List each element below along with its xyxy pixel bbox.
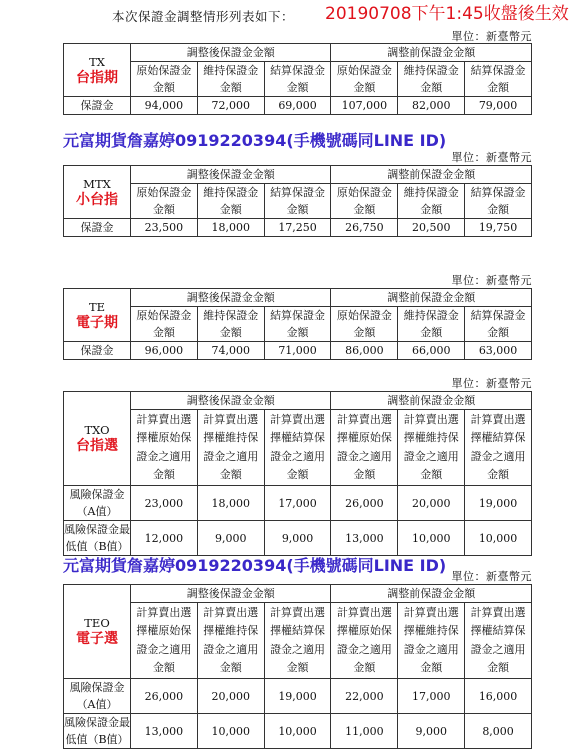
col-header: 結算保證金金額 <box>465 307 532 342</box>
product-name: 台指選 <box>76 438 118 454</box>
product-cell <box>64 585 131 679</box>
row-label-b: 風險保證金最低值（B值） <box>64 521 131 556</box>
col-header: 維持保證金金額 <box>398 184 465 219</box>
value-cell: 71,000 <box>264 342 331 360</box>
unit-label: 單位：新臺幣元 <box>451 151 532 164</box>
col-header: 計算賣出選擇權原始保證金之適用金額 <box>331 603 398 679</box>
product-name: 電子選 <box>76 631 118 647</box>
margin-table-teo <box>63 584 532 749</box>
value-cell: 20,000 <box>197 679 264 714</box>
value-cell: 69,000 <box>264 97 331 115</box>
product-code: TEO <box>84 616 110 630</box>
col-header: 計算賣出選擇權結算保證金之適用金額 <box>465 603 532 679</box>
value-cell: 8,000 <box>465 714 532 749</box>
row-label: 保證金 <box>64 97 131 115</box>
col-header: 計算賣出選擇權結算保證金之適用金額 <box>264 603 331 679</box>
product-cell <box>64 166 131 219</box>
group-header-before: 調整前保證金金額 <box>331 585 532 603</box>
value-cell: 17,250 <box>264 219 331 237</box>
group-header-before: 調整前保證金金額 <box>331 392 532 410</box>
col-header: 計算賣出選擇權維持保證金之適用金額 <box>197 410 264 486</box>
value-cell: 23,000 <box>131 486 198 521</box>
row-label: 保證金 <box>64 219 131 237</box>
group-header-before: 調整前保證金金額 <box>331 289 532 307</box>
row-label-a: 風險保證金（A值） <box>64 679 131 714</box>
value-cell: 13,000 <box>331 521 398 556</box>
product-name: 小台指 <box>76 191 118 208</box>
value-cell: 26,000 <box>331 486 398 521</box>
col-header: 計算賣出選擇權結算保證金之適用金額 <box>264 410 331 486</box>
value-cell: 18,000 <box>197 486 264 521</box>
value-cell: 107,000 <box>331 97 398 115</box>
group-header-before: 調整前保證金金額 <box>331 44 532 62</box>
group-header-after: 調整後保證金金額 <box>131 44 331 62</box>
value-cell: 9,000 <box>264 521 331 556</box>
product-code: TX <box>89 54 105 69</box>
col-header: 原始保證金金額 <box>331 307 398 342</box>
value-cell: 20,000 <box>398 486 465 521</box>
value-cell: 9,000 <box>197 521 264 556</box>
product-name: 電子期 <box>76 314 118 331</box>
value-cell: 16,000 <box>465 679 532 714</box>
row-label-b: 風險保證金最低值（B值） <box>64 714 131 749</box>
col-header: 計算賣出選擇權維持保證金之適用金額 <box>398 410 465 486</box>
value-cell: 10,000 <box>197 714 264 749</box>
row-label: 保證金 <box>64 342 131 360</box>
value-cell: 22,000 <box>331 679 398 714</box>
value-cell: 26,750 <box>331 219 398 237</box>
value-cell: 10,000 <box>264 714 331 749</box>
value-cell: 74,000 <box>197 342 264 360</box>
value-cell: 94,000 <box>131 97 198 115</box>
product-code: MTX <box>83 176 111 191</box>
value-cell: 19,000 <box>264 679 331 714</box>
group-header-before: 調整前保證金金額 <box>331 166 532 184</box>
value-cell: 63,000 <box>465 342 532 360</box>
row-label-a: 風險保證金（A值） <box>64 486 131 521</box>
col-header: 結算保證金金額 <box>264 307 331 342</box>
product-name: 台指期 <box>76 69 118 86</box>
col-header: 計算賣出選擇權原始保證金之適用金額 <box>331 410 398 486</box>
col-header: 維持保證金金額 <box>197 184 264 219</box>
value-cell: 82,000 <box>398 97 465 115</box>
col-header: 原始保證金金額 <box>131 307 198 342</box>
value-cell: 96,000 <box>131 342 198 360</box>
product-cell <box>64 289 131 342</box>
contact-info: 元富期貨詹嘉婷0919220394(手機號碼同LINE ID) <box>63 556 447 575</box>
intro-text: 本次保證金調整情形列表如下： <box>112 9 295 24</box>
value-cell: 17,000 <box>398 679 465 714</box>
col-header: 原始保證金金額 <box>131 184 198 219</box>
margin-table-tx <box>63 43 532 115</box>
value-cell: 10,000 <box>398 521 465 556</box>
contact-info: 元富期貨詹嘉婷0919220394(手機號碼同LINE ID) <box>63 131 447 150</box>
col-header: 結算保證金金額 <box>465 62 532 97</box>
col-header: 計算賣出選擇權結算保證金之適用金額 <box>465 410 532 486</box>
col-header: 結算保證金金額 <box>465 184 532 219</box>
unit-label: 單位：新臺幣元 <box>451 274 532 287</box>
col-header: 原始保證金金額 <box>331 62 398 97</box>
group-header-after: 調整後保證金金額 <box>131 166 331 184</box>
value-cell: 79,000 <box>465 97 532 115</box>
value-cell: 18,000 <box>197 219 264 237</box>
value-cell: 20,500 <box>398 219 465 237</box>
col-header: 計算賣出選擇權維持保證金之適用金額 <box>197 603 264 679</box>
value-cell: 12,000 <box>131 521 198 556</box>
value-cell: 11,000 <box>331 714 398 749</box>
group-header-after: 調整後保證金金額 <box>131 289 331 307</box>
col-header: 維持保證金金額 <box>398 62 465 97</box>
group-header-after: 調整後保證金金額 <box>131 392 331 410</box>
col-header: 維持保證金金額 <box>197 62 264 97</box>
margin-table-mtx <box>63 165 532 237</box>
value-cell: 19,750 <box>465 219 532 237</box>
value-cell: 19,000 <box>465 486 532 521</box>
col-header: 原始保證金金額 <box>131 62 198 97</box>
margin-table-txo <box>63 391 532 556</box>
value-cell: 17,000 <box>264 486 331 521</box>
group-header-after: 調整後保證金金額 <box>131 585 331 603</box>
value-cell: 23,500 <box>131 219 198 237</box>
margin-table-te <box>63 288 532 360</box>
value-cell: 10,000 <box>465 521 532 556</box>
col-header: 計算賣出選擇權維持保證金之適用金額 <box>398 603 465 679</box>
value-cell: 26,000 <box>131 679 198 714</box>
unit-label: 單位：新臺幣元 <box>451 377 532 390</box>
value-cell: 13,000 <box>131 714 198 749</box>
unit-label: 單位：新臺幣元 <box>451 30 532 43</box>
value-cell: 86,000 <box>331 342 398 360</box>
col-header: 維持保證金金額 <box>197 307 264 342</box>
product-cell <box>64 44 131 97</box>
product-code: TXO <box>84 423 110 437</box>
col-header: 計算賣出選擇權原始保證金之適用金額 <box>131 410 198 486</box>
col-header: 計算賣出選擇權原始保證金之適用金額 <box>131 603 198 679</box>
value-cell: 66,000 <box>398 342 465 360</box>
value-cell: 72,000 <box>197 97 264 115</box>
product-code: TE <box>88 299 106 314</box>
product-cell <box>64 392 131 486</box>
col-header: 結算保證金金額 <box>264 62 331 97</box>
col-header: 維持保證金金額 <box>398 307 465 342</box>
effective-notice: 20190708下午1:45收盤後生效 <box>325 4 569 24</box>
unit-label: 單位：新臺幣元 <box>451 570 532 583</box>
value-cell: 9,000 <box>398 714 465 749</box>
col-header: 結算保證金金額 <box>264 184 331 219</box>
col-header: 原始保證金金額 <box>331 184 398 219</box>
